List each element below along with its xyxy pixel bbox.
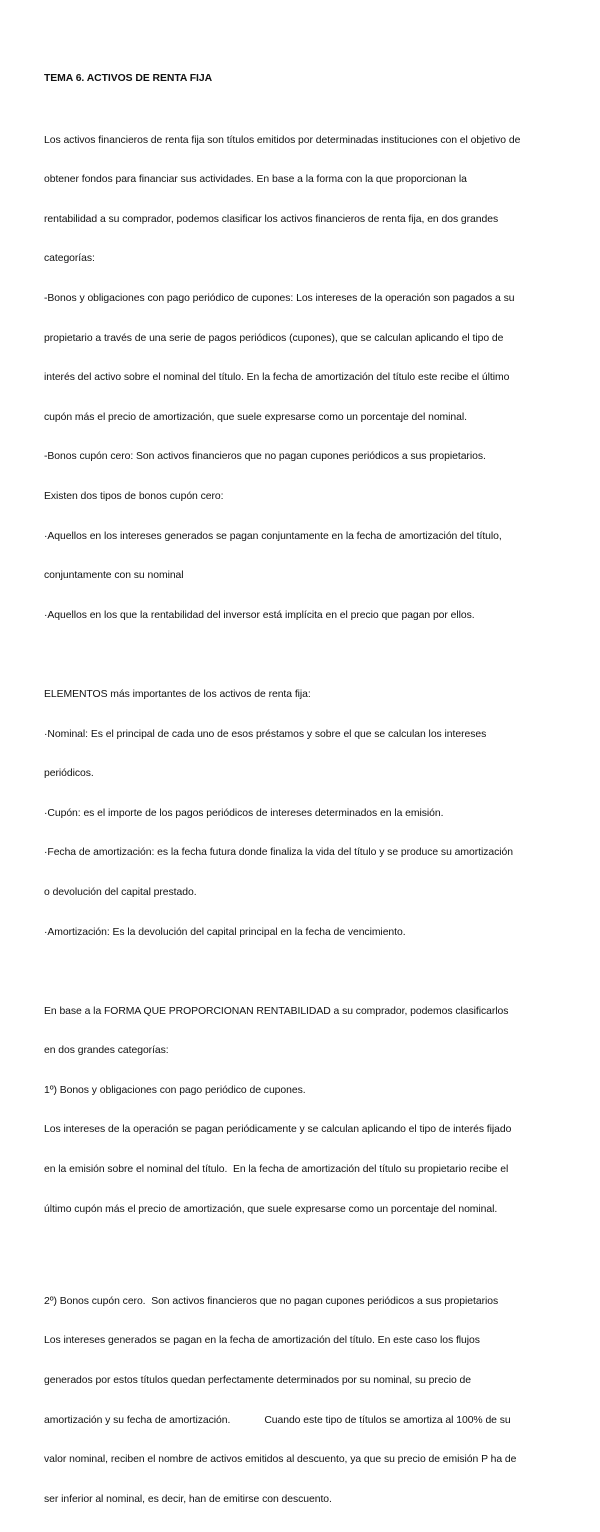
document-page <box>44 72 560 1532</box>
text-line: amortización y su fecha de amortización. Cuando este tipo de títulos se amortiza al 100% de su <box>44 1414 511 1426</box>
text-line: ser inferior al nominal, es decir, han de emitirse con descuento. <box>44 1493 332 1505</box>
text-line: o devolución del capital prestado. <box>44 886 197 898</box>
text-line: propietario a través de una serie de pagos periódicos (cupones), que se calculan aplicando el tipo de <box>44 332 504 344</box>
text-line: último cupón más el precio de amortización, que suele expresarse como un porcentaje del nominal. <box>44 1203 498 1215</box>
text-line: 2º) Bonos cupón cero. Son activos financieros que no pagan cupones periódicos a sus propietarios <box>44 1295 499 1307</box>
text-line: generados por estos títulos quedan perfectamente determinados por su nominal, su precio de <box>44 1374 471 1386</box>
page-title: TEMA 6. ACTIVOS DE RENTA FIJA <box>44 73 213 84</box>
text-line: rentabilidad a su comprador, podemos clasificar los activos financieros de renta fija, en dos grandes <box>44 213 499 225</box>
paragraph-spacer <box>44 649 560 662</box>
text-line: obtener fondos para financiar sus actividades. En base a la forma con la que proporcionan la <box>44 174 467 186</box>
text-line: En base a la FORMA QUE PROPORCIONAN RENTABILIDAD a su comprador, podemos clasificarlos <box>44 1005 509 1017</box>
text-line: en dos grandes categorías: <box>44 1045 169 1057</box>
text-line: en la emisión sobre el nominal del título. En la fecha de amortización del título su propietario recibe el <box>44 1164 509 1176</box>
text-line: Los intereses de la operación se pagan periódicamente y se calculan aplicando el tipo de interés fijado <box>44 1124 512 1136</box>
paragraph-spacer <box>44 965 560 978</box>
text-line: -Bonos y obligaciones con pago periódico de cupones: Los intereses de la operación son pagados a su <box>44 293 515 305</box>
text-line: -Bonos cupón cero: Son activos financieros que no pagan cupones periódicos a sus propietarios. <box>44 451 486 463</box>
text-line: valor nominal, reciben el nombre de activos emitidos al descuento, ya que su precio de emisión P ha de <box>44 1454 517 1466</box>
text-line: categorías: <box>44 253 95 265</box>
text-line: ·Aquellos en los intereses generados se pagan conjuntamente en la fecha de amortización del título, <box>44 530 502 542</box>
text-line: ·Amortización: Es la devolución del capital principal en la fecha de vencimiento. <box>44 926 406 938</box>
text-line: Existen dos tipos de bonos cupón cero: <box>44 491 224 503</box>
text-line: interés del activo sobre el nominal del título. En la fecha de amortización del título este recibe el último <box>44 372 510 384</box>
text-line: ·Nominal: Es el principal de cada uno de esos préstamos y sobre el que se calculan los intereses <box>44 728 487 740</box>
text-line: periódicos. <box>44 768 94 780</box>
text-line: ·Fecha de amortización: es la fecha futura donde finaliza la vida del título y se produce su amortización <box>44 847 513 859</box>
text-line: cupón más el precio de amortización, que suele expresarse como un porcentaje del nominal. <box>44 411 467 423</box>
cupon-cero-paragraph <box>44 1268 560 1532</box>
text-line: ·Cupón: es el importe de los pagos periódicos de intereses determinados en la emisión. <box>44 807 444 819</box>
paragraph-spacer <box>44 1242 560 1268</box>
text-line: ·Aquellos en los que la rentabilidad del inversor está implícita en el precio que pagan por ellos. <box>44 609 475 621</box>
intro-paragraph <box>44 107 560 648</box>
text-line: Los intereses generados se pagan en la fecha de amortización del título. En este caso los flujos <box>44 1335 480 1347</box>
text-line: ELEMENTOS más importantes de los activos de renta fija: <box>44 688 311 700</box>
text-line: Los activos financieros de renta fija son títulos emitidos por determinadas instituciones con el objetivo de <box>44 134 521 146</box>
elementos-paragraph <box>44 662 560 966</box>
text-line: conjuntamente con su nominal <box>44 570 184 582</box>
text-line: 1º) Bonos y obligaciones con pago periódico de cupones. <box>44 1084 306 1096</box>
forma-paragraph <box>44 978 560 1242</box>
